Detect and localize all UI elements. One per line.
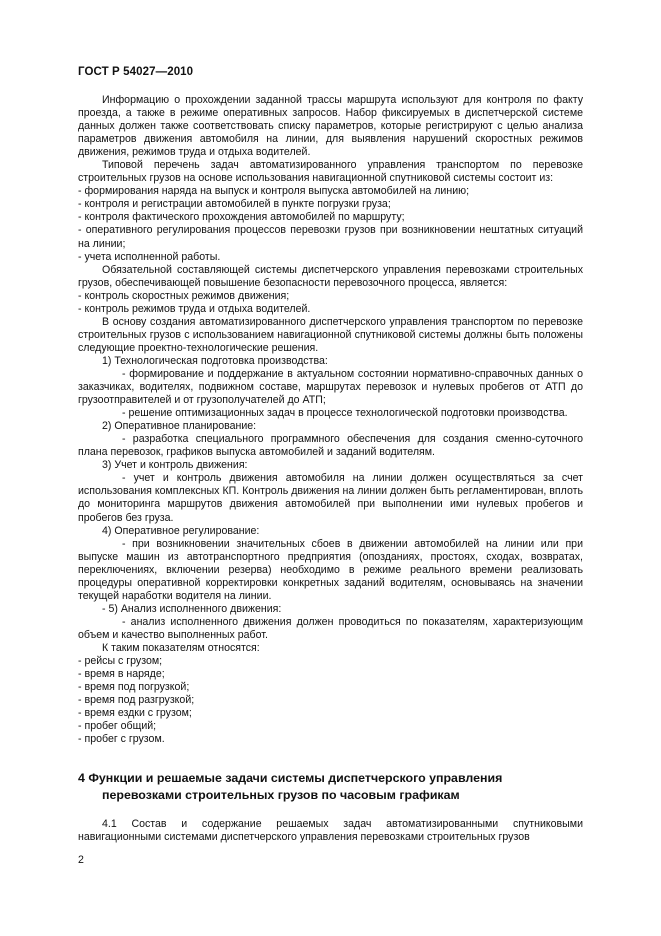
numbered-item: 3) Учет и контроль движения: xyxy=(102,459,248,472)
list-item: - время под погрузкой; xyxy=(78,681,190,694)
list-item: - время под разгрузкой; xyxy=(78,694,195,707)
section-heading xyxy=(78,770,583,803)
list-item: - контроль скоростных режимов движения; xyxy=(78,289,290,302)
list-item: - учет и контроль движения автомобиля на линии должен осуществляться за счет использования комплексных КП. Контроль движения на линии должен быть регламентирован, вплоть до мониторинга маршрутов движения автомобилей при выполнении ими нулевых пробегов и пробегов без груза. xyxy=(78,472,583,524)
list-item: - время ездки с грузом; xyxy=(78,707,192,720)
paragraph: Обязательной составляющей системы диспетчерского управления перевозками строительных грузов, обеспечивающей повышение безопасности перевозочного процесса, является: xyxy=(78,263,583,289)
page-number: 2 xyxy=(78,854,84,866)
standard-header: ГОСТ Р 54027—2010 xyxy=(78,66,194,78)
paragraph: В основу создания автоматизированного диспетчерского управления транспортом по перевозке строительных грузов с использованием навигационной спутниковой системы должны быть положены следующие проектно-технологические решения. xyxy=(78,315,583,354)
list-item: - контроля фактического прохождения автомобилей по маршруту; xyxy=(78,211,405,224)
list-item: - при возникновении значительных сбоев в движении автомобилей на линии или при выпуске машин из автотранспортного предприятия (опозданиях, простоях, сходах, возвратах, переключениях, включении резерва) необходимо в режиме реального времени реализовать процедуры оперативной корректировки конкретных заданий водителям, основываясь на значении текущей наработки водителя на линии. xyxy=(78,537,583,602)
numbered-item: 1) Технологическая подготовка производства: xyxy=(102,354,328,367)
section-heading-line2: перевозками строительных грузов по часовым графикам xyxy=(102,787,460,802)
list-item: - формирования наряда на выпуск и контроля выпуска автомобилей на линию; xyxy=(78,185,470,198)
list-item: - контроль режимов труда и отдыха водителей. xyxy=(78,302,311,315)
subsection-text: 4.1 Состав и содержание решаемых задач автоматизированными спутниковыми навигационными системами диспетчерского управления перевозками строительных грузов xyxy=(78,818,583,844)
list-item: - формирование и поддержание в актуальном состоянии нормативно-справочных данных о заказчиках, водителях, подвижном составе, маршрутах перевозок и нулевых пробегов от АТП до грузоотправителей и от грузополучателей до АТП; xyxy=(78,367,583,407)
paragraph: Типовой перечень задач автоматизированного управления транспортом по перевозке строительных грузов на основе использования навигационной спутниковой системы состоит из: xyxy=(78,159,583,185)
paragraph: К таким показателям относятся: xyxy=(102,641,260,654)
list-item: - пробег общий; xyxy=(78,720,157,733)
list-item: - время в наряде; xyxy=(78,668,165,681)
list-item: - пробег с грузом. xyxy=(78,733,165,746)
section-heading-line1: 4 Функции и решаемые задачи системы диспетчерского управления xyxy=(78,771,503,785)
subsection xyxy=(78,818,583,844)
paragraph: Информацию о прохождении заданной трассы маршрута используют для контроля по факту проезда, а также в режиме оперативных запросов. Набор фиксируемых в диспетчерской системе данных должен также соответствовать списку параметров, которые регистрируют с целью анализа параметров движения автомобиля на линии, для выявления нарушений скоростных режимов движения, режимов труда и отдыха водителей. xyxy=(78,94,583,159)
list-item: - контроля и регистрации автомобилей в пункте погрузки груза; xyxy=(78,198,391,211)
numbered-item: - 5) Анализ исполненного движения: xyxy=(102,602,282,615)
list-item: - решение оптимизационных задач в процессе технологической подготовки производства. xyxy=(122,407,568,420)
body-text xyxy=(78,94,583,746)
numbered-item: 4) Оперативное регулирование: xyxy=(102,524,260,537)
list-item: - разработка специального программного обеспечения для создания сменно-суточного плана перевозок, графиков выпуска автомобилей и заданий водителям. xyxy=(78,433,583,459)
list-item: - анализ исполненного движения должен проводиться по показателям, характеризующим объем и качество выполненных работ. xyxy=(78,615,583,641)
numbered-item: 2) Оперативное планирование: xyxy=(102,420,257,433)
list-item: - учета исполненной работы. xyxy=(78,250,221,263)
list-item: - оперативного регулирования процессов перевозки грузов при возникновении нештатных ситуаций на линии; xyxy=(78,224,583,250)
list-item: - рейсы с грузом; xyxy=(78,655,163,668)
